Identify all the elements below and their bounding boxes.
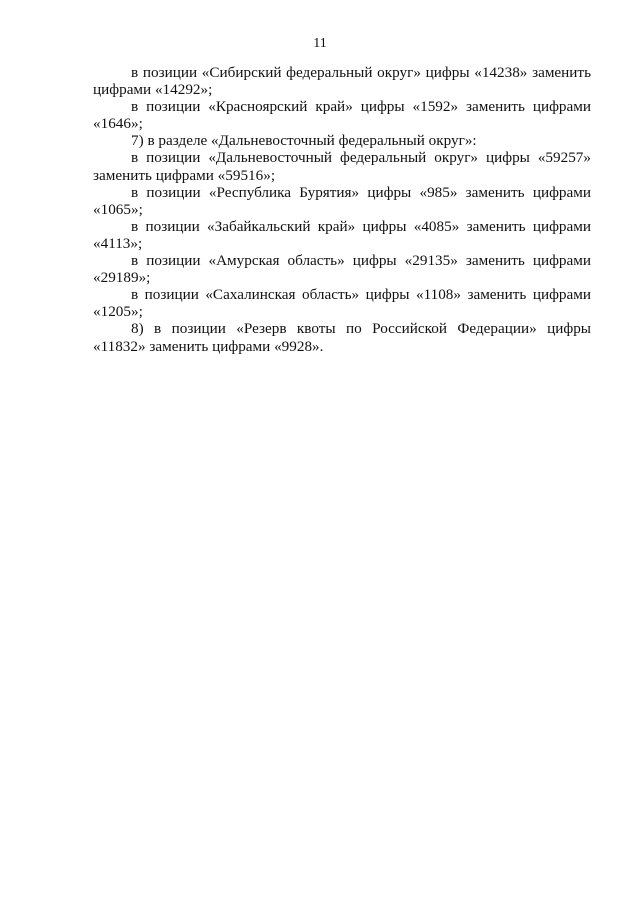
paragraph-siberian-district: в позиции «Сибирский федеральный округ» цифры «14238» заменить цифрами «14292»; <box>93 64 591 99</box>
paragraph-krasnoyarsk-krai: в позиции «Красноярский край» цифры «1592» заменить цифрами «1646»; <box>93 98 591 133</box>
paragraph-federation-reserve: 8) в позиции «Резерв квоты по Российской Федерации» цифры «11832» заменить цифрами «9928». <box>93 320 591 355</box>
paragraph-zabaykalsky-krai: в позиции «Забайкальский край» цифры «4085» заменить цифрами «4113»; <box>93 217 591 252</box>
paragraph-sakhalin-oblast: в позиции «Сахалинская область» цифры «1108» заменить цифрами «1205»; <box>93 286 591 321</box>
paragraph-buryatia: в позиции «Республика Бурятия» цифры «985» заменить цифрами «1065»; <box>93 183 591 218</box>
document-body <box>93 64 591 355</box>
page-number: 11 <box>313 36 327 51</box>
paragraph-section-far-eastern: 7) в разделе «Дальневосточный федеральный округ»: <box>131 132 477 150</box>
paragraph-amur-oblast: в позиции «Амурская область» цифры «29135» заменить цифрами «29189»; <box>93 252 591 287</box>
paragraph-far-eastern-district: в позиции «Дальневосточный федеральный округ» цифры «59257» заменить цифрами «59516»; <box>93 149 591 184</box>
